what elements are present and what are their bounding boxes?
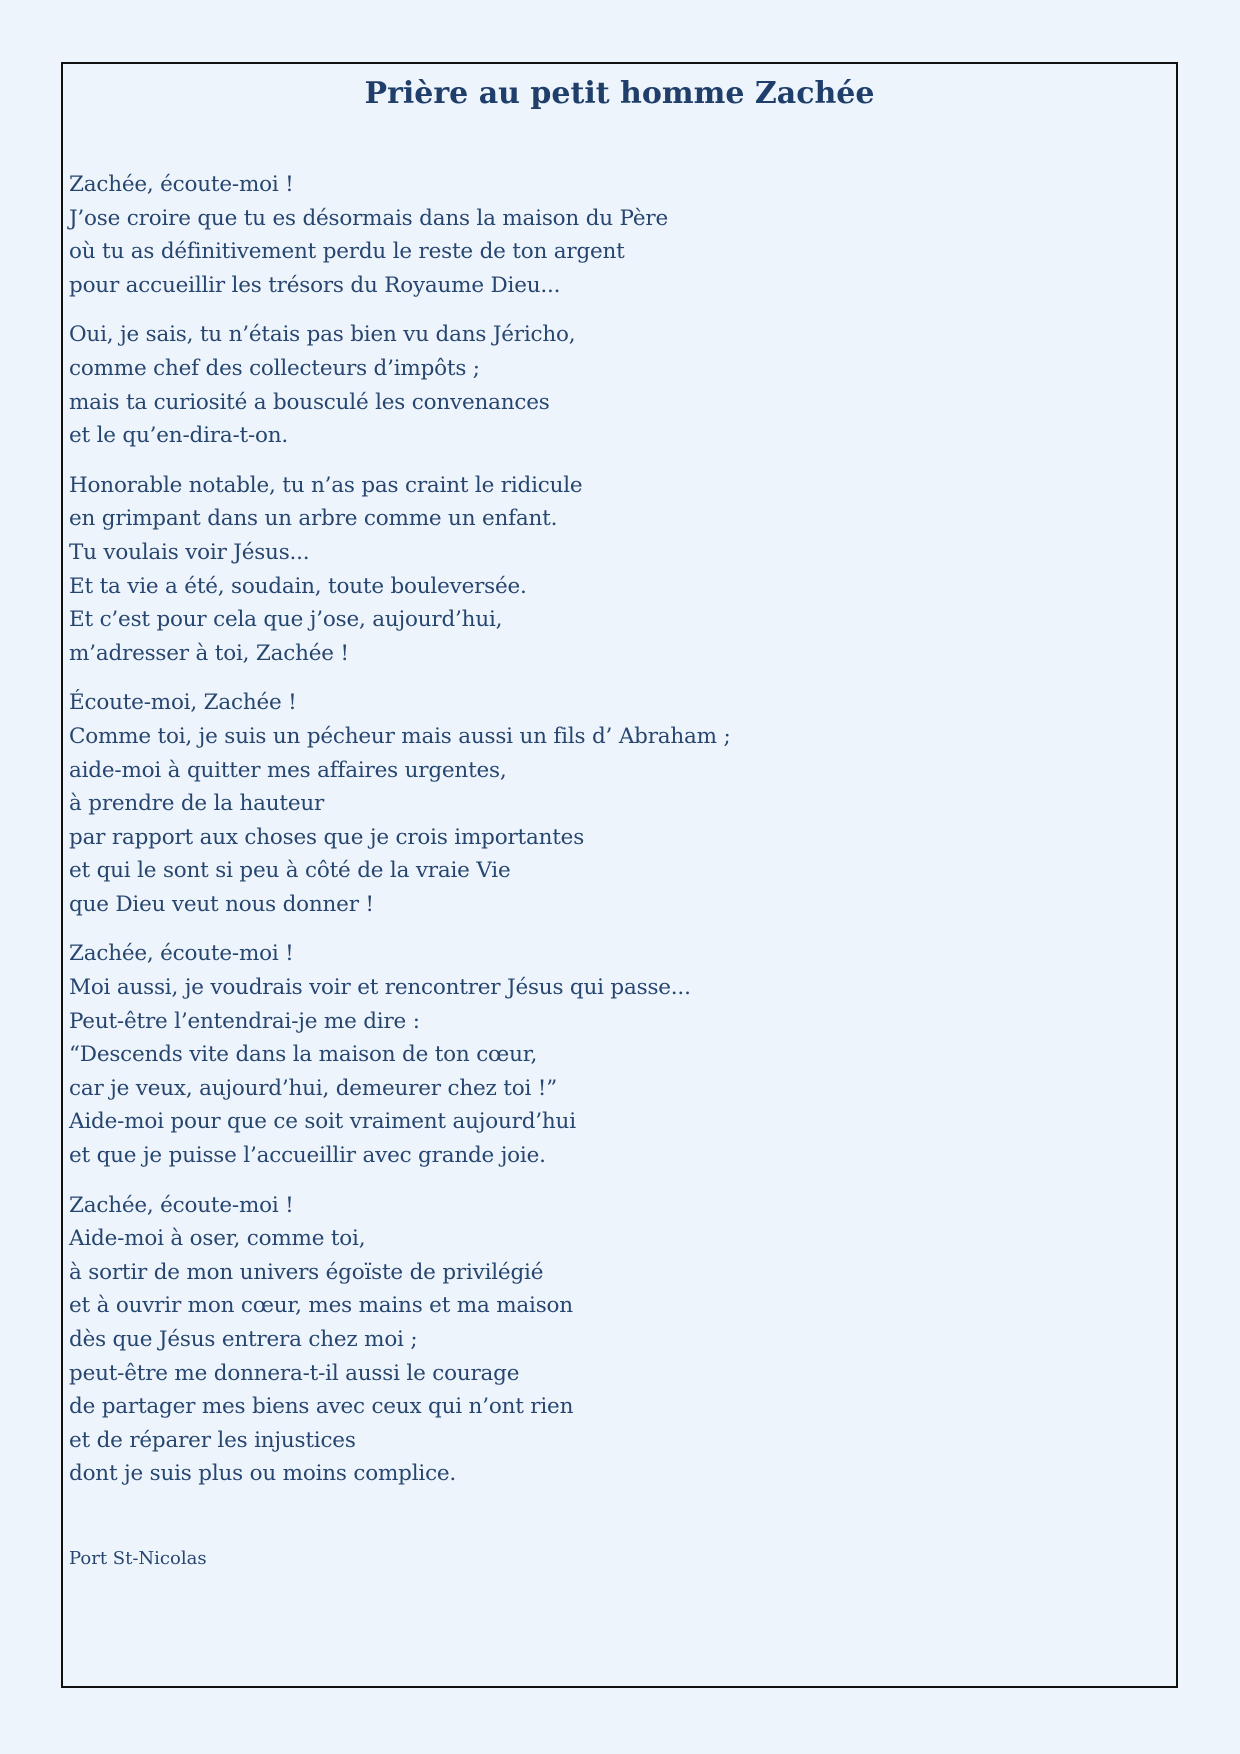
poem-line: Écoute-moi, Zachée ! xyxy=(69,690,297,716)
poem-line: à sortir de mon univers égoïste de privilégié xyxy=(69,1259,544,1285)
stanza-1 xyxy=(69,168,1159,302)
stanza-6 xyxy=(69,1189,1159,1491)
poem-line: Peut-être l’entendrai-je me dire : xyxy=(69,1008,420,1034)
poem-line: Zachée, écoute-moi ! xyxy=(69,1192,294,1218)
stanza-4 xyxy=(69,686,1159,921)
poem-line: car je veux, aujourd’hui, demeurer chez toi !” xyxy=(69,1075,557,1101)
poem-line: où tu as définitivement perdu le reste de ton argent xyxy=(69,239,625,265)
poem-line: que Dieu veut nous donner ! xyxy=(69,891,374,917)
poem-line: m’adresser à toi, Zachée ! xyxy=(69,640,349,666)
poem-line: par rapport aux choses que je crois importantes xyxy=(69,824,585,850)
poem-line: Honorable notable, tu n’as pas craint le ridicule xyxy=(69,472,583,498)
poem-line: à prendre de la hauteur xyxy=(69,791,325,817)
page-title: Prière au petit homme Zachée xyxy=(364,76,875,111)
poem-line: dont je suis plus ou moins complice. xyxy=(69,1461,457,1487)
poem-line: en grimpant dans un arbre comme un enfant. xyxy=(69,506,558,532)
poem-line: peut-être me donnera-t-il aussi le courage xyxy=(69,1360,520,1386)
poem-line: Aide-moi à oser, comme toi, xyxy=(69,1226,366,1252)
poem-line: dès que Jésus entrera chez moi ; xyxy=(69,1327,418,1352)
poem-line: Oui, je sais, tu n’étais pas bien vu dans Jéricho, xyxy=(69,322,576,348)
poem-line: Comme toi, je suis un pécheur mais aussi un fils d’ Abraham ; xyxy=(69,723,731,749)
poem-line: et le qu’en-dira-t-on. xyxy=(69,423,289,449)
poem-line: Et ta vie a été, soudain, toute bouleversée. xyxy=(69,573,527,599)
stanza-5 xyxy=(69,937,1159,1172)
poem-line: pour accueillir les trésors du Royaume Dieu... xyxy=(69,272,561,298)
poem-line: Tu voulais voir Jésus... xyxy=(69,539,310,565)
poem-line: et de réparer les injustices xyxy=(69,1427,356,1453)
poem-line: “Descends vite dans la maison de ton cœur, xyxy=(69,1042,538,1068)
poem-line: J’ose croire que tu es désormais dans la maison du Père xyxy=(69,205,668,231)
poem-line: Moi aussi, je voudrais voir et rencontrer Jésus qui passe... xyxy=(69,975,691,1001)
poem-line: mais ta curiosité a bousculé les convenances xyxy=(69,389,550,415)
poem-line: Et c’est pour cela que j’ose, aujourd’hui, xyxy=(69,607,503,633)
page-frame xyxy=(61,62,1178,1688)
poem-line: Zachée, écoute-moi ! xyxy=(69,941,294,967)
poem-line: comme chef des collecteurs d’impôts ; xyxy=(69,355,480,381)
poem-line: Aide-moi pour que ce soit vraiment aujourd’hui xyxy=(69,1109,576,1135)
poem-line: aide-moi à quitter mes affaires urgentes, xyxy=(69,757,507,783)
poem-line: et que je puisse l’accueillir avec grande joie. xyxy=(69,1143,546,1169)
poem-line: et qui le sont si peu à côté de la vraie Vie xyxy=(69,858,511,884)
signature: Port St-Nicolas xyxy=(69,1548,207,1569)
stanza-2 xyxy=(69,318,1159,452)
poem-line: et à ouvrir mon cœur, mes mains et ma maison xyxy=(69,1293,573,1319)
stanza-3 xyxy=(69,469,1159,671)
poem-body xyxy=(69,168,1159,1507)
poem-line: Zachée, écoute-moi ! xyxy=(69,172,294,197)
poem-line: de partager mes biens avec ceux qui n’ont rien xyxy=(69,1394,574,1420)
